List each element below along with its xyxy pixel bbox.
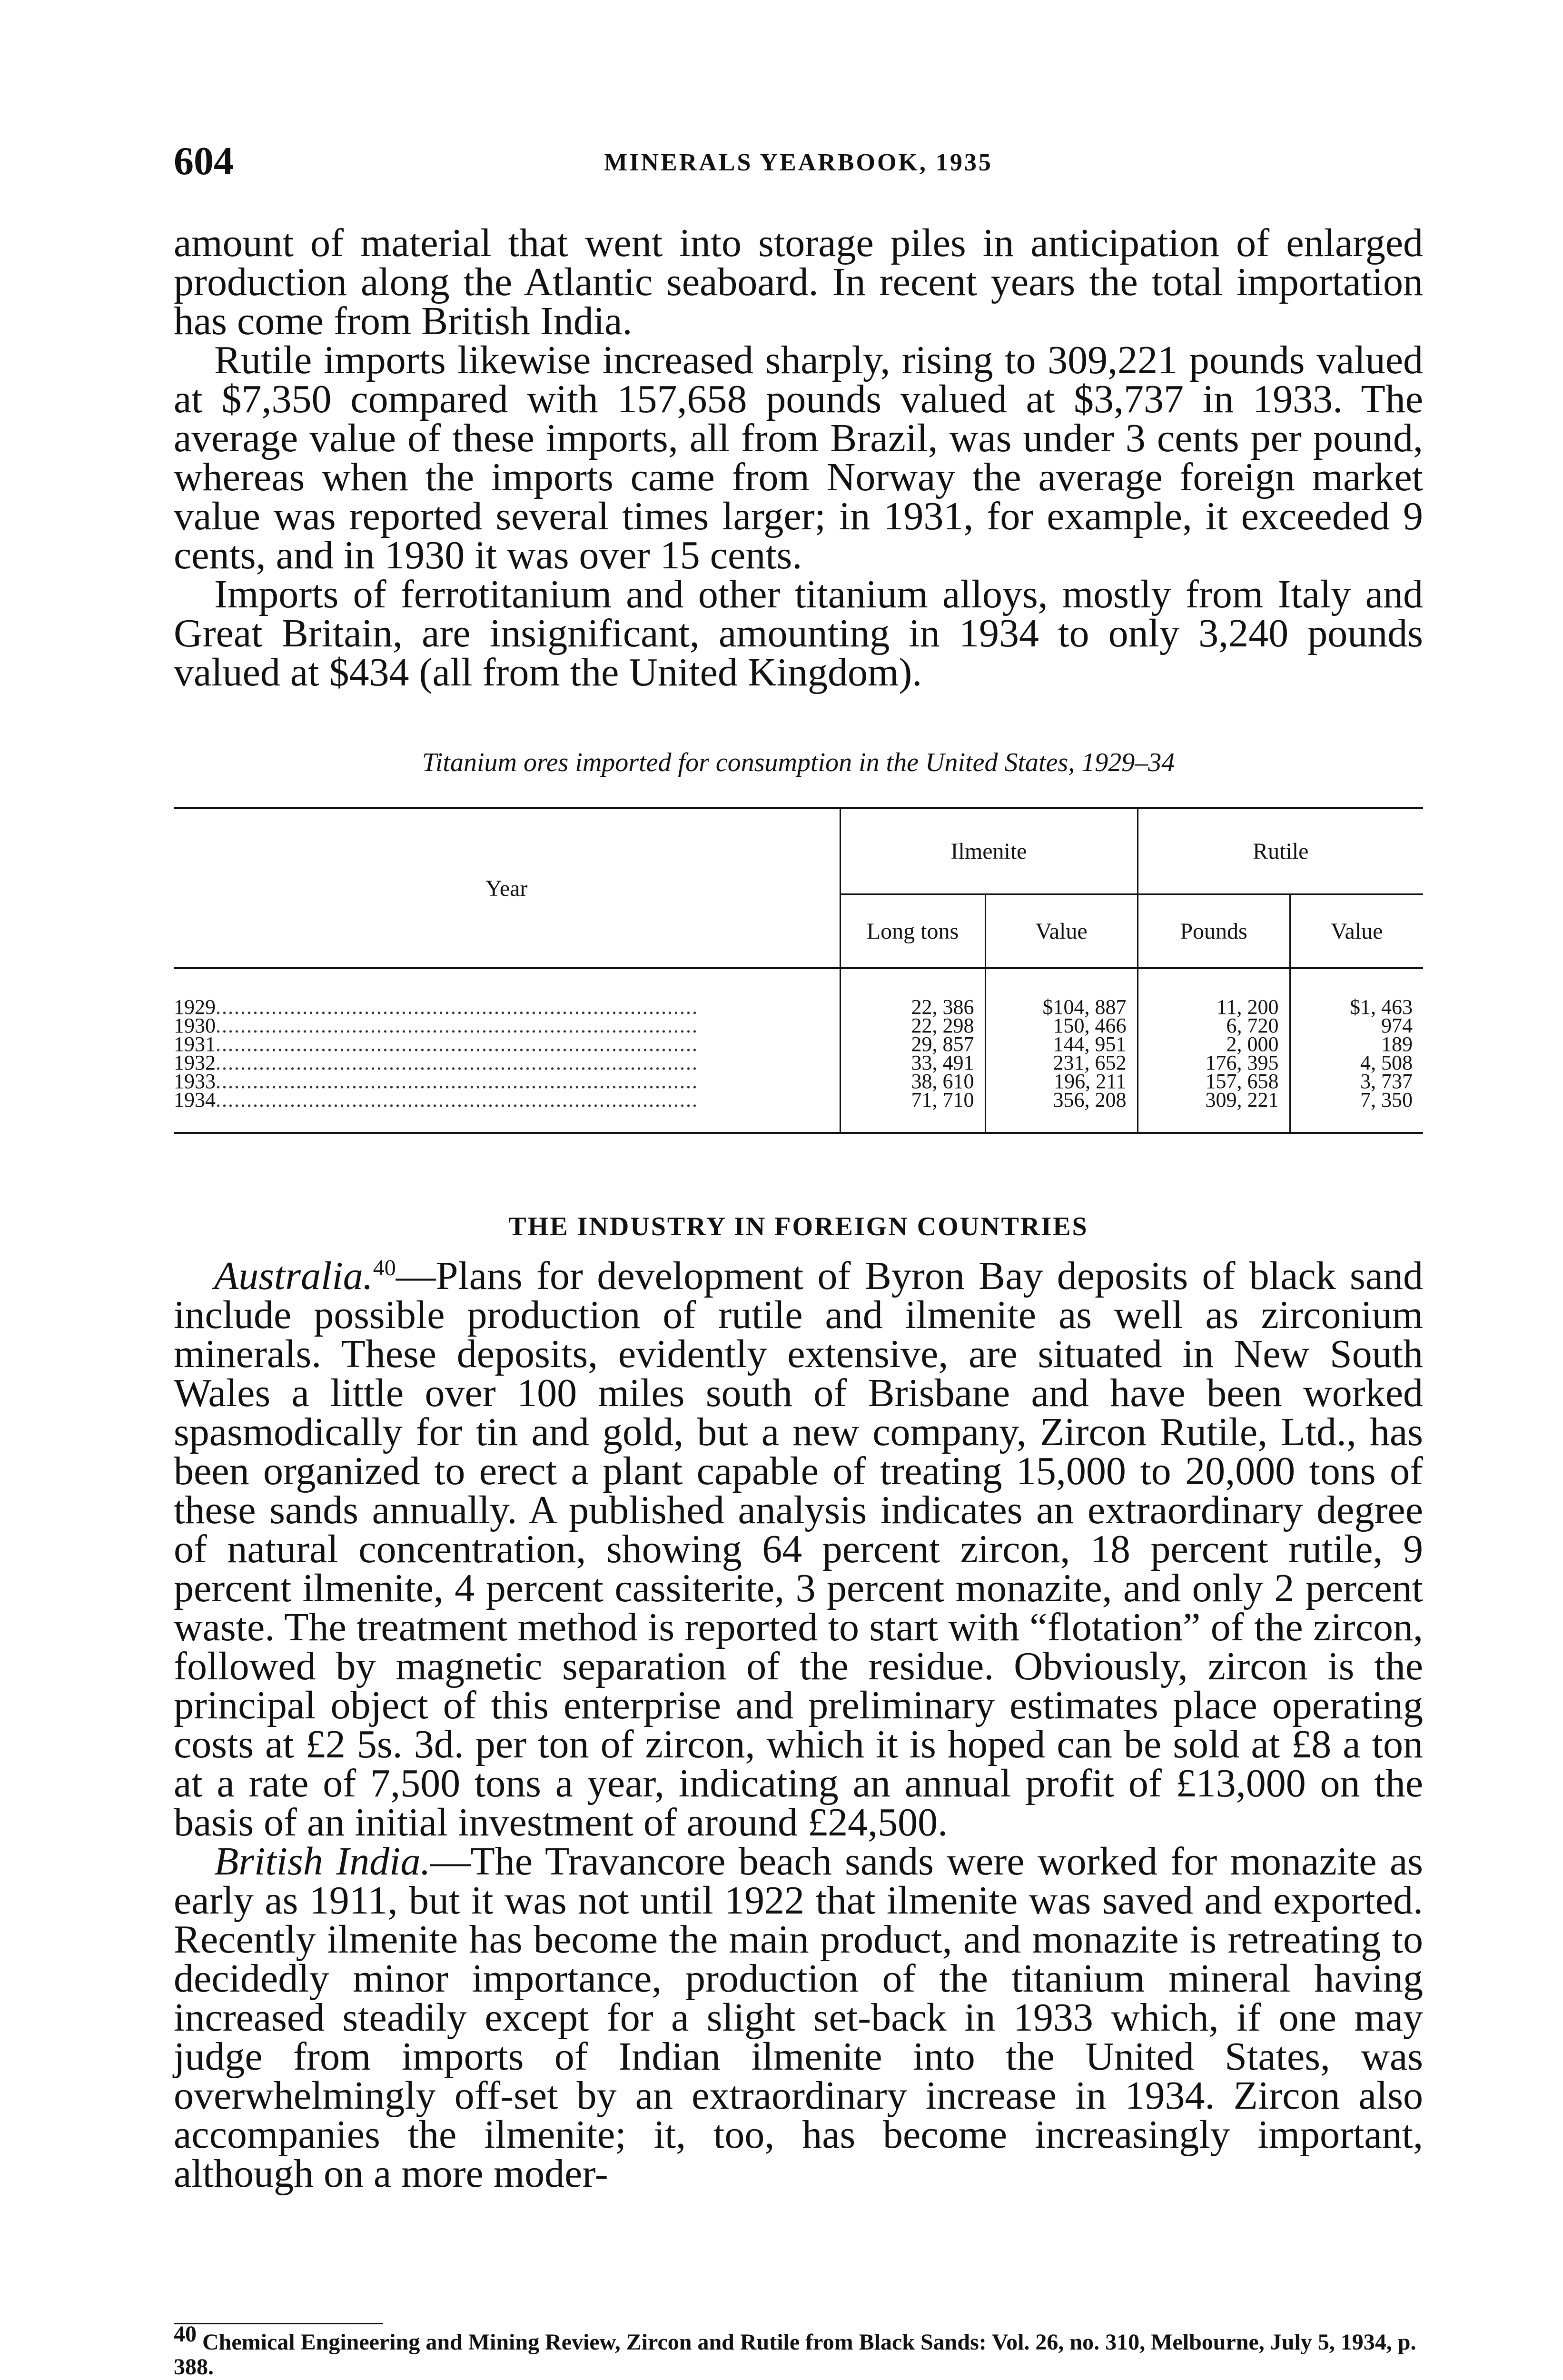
australia-lead: Australia.	[214, 1254, 373, 1298]
year-header: Year	[174, 808, 840, 969]
pounds-cell: 6, 720	[1138, 1016, 1290, 1035]
table-row: 1933.............................................................................. 38, 610 196, 211 157, 658 3, 737	[174, 1072, 1423, 1091]
table-row: 1931.............................................................................. 29, 857 144, 951 2, 000 189	[174, 1035, 1423, 1053]
rutile-value-cell: 189	[1290, 1035, 1423, 1053]
australia-paragraph	[174, 1254, 1423, 1844]
footnote	[174, 2321, 1423, 2380]
table-caption: Titanium ores imported for consumption in the United States, 1929–34	[422, 748, 1175, 777]
intro-text	[174, 221, 1423, 694]
rutile-group-header: Rutile	[1138, 808, 1423, 894]
rutile-value-cell: 4, 508	[1290, 1053, 1423, 1072]
pounds-cell: 11, 200	[1138, 998, 1290, 1016]
intro-paragraph-2: Rutile imports likewise increased sharply, rising to 309,221 pounds valued at $7,350 compared with 157,658 pounds valued at $3,737 in 1933. The average value of these imports, all from Brazil, was under 3 cents per pound, whereas when the imports came from Norway the average foreign market value was reported several times larger; in 1931, for example, it exceeded 9 cents, and in 1930 it was over 15 cents.	[174, 338, 1423, 577]
british-india-lead: British India.	[214, 1839, 431, 1884]
section-heading: THE INDUSTRY IN FOREIGN COUNTRIES	[508, 1212, 1088, 1241]
footnote-number: 40	[174, 2321, 197, 2347]
footnote-text: Chemical Engineering and Mining Review, Zircon and Rutile from Black Sands: Vol. 26, no. 310, Melbourne, July 5, 1934, p. 388.	[174, 2330, 1416, 2380]
pounds-cell: 176, 395	[1138, 1053, 1290, 1072]
page-number: 604	[174, 139, 234, 183]
rutile-value-header: Value	[1290, 894, 1423, 969]
intro-paragraph-3: Imports of ferrotitanium and other titanium alloys, mostly from Italy and Great Britain, are insignificant, amounting in 1934 to only 3,240 pounds valued at $434 (all from the United Kingdom).	[174, 572, 1423, 694]
long-tons-cell: 33, 491	[840, 1053, 985, 1072]
year-cell: 1932	[174, 1051, 216, 1074]
british-india-text: —The Travancore beach sands were worked for monazite as early as 1911, but it was not until 1922 that ilmenite was saved and exported. Recently ilmenite has become the main product, and monazite is retreating to decidedly minor importance, production of the titanium mineral having increased steadily except for a slight set-back in 1933 which, if one may judge from imports of Indian ilmenite into the United States, was overwhelmingly off-set by an extraordinary increase in 1934. Zircon also accompanies the ilmenite; it, too, has become increasingly important, although on a more moder-	[174, 1839, 1423, 2196]
rutile-value-cell: $1, 463	[1290, 998, 1423, 1016]
ilmenite-value-cell: 150, 466	[985, 1016, 1138, 1035]
year-cell: 1933	[174, 1070, 216, 1093]
australia-text: —Plans for development of Byron Bay deposits of black sand include possible production of rutile and ilmenite as well as zirconium minerals. These deposits, evidently extensive, are situated in New South Wales a little over 100 miles south of Brisbane and have been worked spasmodically for tin and gold, but a new company, Zircon Rutile, Ltd., has been organized to erect a plant capable of treating 15,000 to 20,000 tons of these sands annually. A published analysis indicates an extraordinary degree of natural concentration, showing 64 percent zircon, 18 percent rutile, 9 percent ilmenite, 4 percent cassiterite, 3 percent monazite, and only 2 percent waste. The treatment method is reported to start with “flotation” of the zircon, followed by magnetic separation of the residue. Obviously, zircon is the principal object of this enterprise and preliminary estimates place operating costs at £2 5s. 3d. per ton of zircon, which it is hoped can be sold at £8 a ton at a rate of 7,500 tons a year, indicating an annual profit of £13,000 on the basis of an initial investment of around £24,500.	[174, 1254, 1423, 1844]
rutile-value-cell: 7, 350	[1290, 1091, 1423, 1109]
ilmenite-value-cell: 144, 951	[985, 1035, 1138, 1053]
year-cell: 1929	[174, 995, 216, 1019]
imports-table	[174, 807, 1423, 1134]
running-title: MINERALS YEARBOOK, 1935	[604, 149, 993, 176]
ilmenite-value-cell: 356, 208	[985, 1091, 1138, 1109]
pounds-cell: 157, 658	[1138, 1072, 1290, 1091]
ilmenite-value-cell: $104, 887	[985, 998, 1138, 1016]
long-tons-cell: 71, 710	[840, 1091, 985, 1109]
long-tons-header: Long tons	[840, 894, 985, 969]
table-row: 1932.............................................................................. 33, 491 231, 652 176, 395 4, 508	[174, 1053, 1423, 1072]
pounds-cell: 309, 221	[1138, 1091, 1290, 1109]
rutile-value-cell: 3, 737	[1290, 1072, 1423, 1091]
long-tons-cell: 38, 610	[840, 1072, 985, 1091]
pounds-cell: 2, 000	[1138, 1035, 1290, 1053]
footnote-divider	[174, 2323, 383, 2324]
foreign-countries-text	[174, 1254, 1423, 2196]
pounds-header: Pounds	[1138, 894, 1290, 969]
footnote-reference: 40	[373, 1255, 396, 1280]
page-header	[174, 138, 1423, 186]
intro-paragraph-1: amount of material that went into storage piles in anticipation of enlarged production along the Atlantic seaboard. In recent years the total importation has come from British India.	[174, 221, 1423, 343]
long-tons-cell: 29, 857	[840, 1035, 985, 1053]
year-cell: 1930	[174, 1014, 216, 1037]
year-cell: 1934	[174, 1088, 216, 1111]
year-cell: 1931	[174, 1032, 216, 1056]
table-row: 1930.............................................................................. 22, 298 150, 466 6, 720 974	[174, 1016, 1423, 1035]
long-tons-cell: 22, 386	[840, 998, 985, 1016]
ilmenite-value-cell: 196, 211	[985, 1072, 1138, 1091]
table-row: 1929.............................................................................. 22, 386 $104, 887 11, 200 $1, 463	[174, 998, 1423, 1016]
ilmenite-group-header: Ilmenite	[840, 808, 1138, 894]
british-india-paragraph	[174, 1839, 1423, 2196]
ilmenite-value-header: Value	[985, 894, 1138, 969]
rutile-value-cell: 974	[1290, 1016, 1423, 1035]
long-tons-cell: 22, 298	[840, 1016, 985, 1035]
table-row: 1934.............................................................................. 71, 710 356, 208 309, 221 7, 350	[174, 1091, 1423, 1109]
ilmenite-value-cell: 231, 652	[985, 1053, 1138, 1072]
